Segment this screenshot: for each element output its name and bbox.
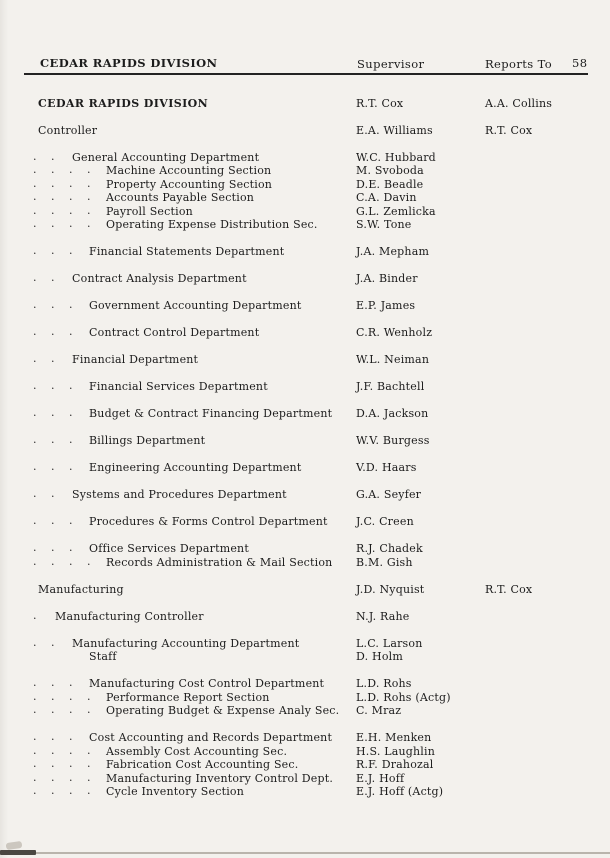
row-supervisor: E.J. Hoff (Actg) [356, 785, 444, 798]
table-row [0, 272, 610, 286]
row-reports-to: R.T. Cox [485, 582, 533, 596]
table-row [0, 218, 610, 232]
header-col-reports-to: Reports To [485, 57, 553, 71]
table-row [0, 434, 610, 448]
row-supervisor: C.A. Davin [356, 191, 417, 204]
row-label: Systems and Procedures Department [72, 488, 287, 501]
row-supervisor: E.J. Hoff [356, 771, 405, 785]
row-label: General Accounting Department [72, 150, 260, 164]
row-label: Financial Statements Department [89, 245, 285, 258]
row-label: Engineering Accounting Department [89, 461, 302, 474]
bottom-scan-line-dark-segment [0, 850, 36, 855]
row-label: Assembly Cost Accounting Sec. [106, 744, 288, 758]
indent-dot-leader: . . . . [33, 554, 91, 568]
table-row [0, 380, 610, 394]
table-row [0, 178, 610, 192]
row-label: Machine Accounting Section [106, 164, 272, 177]
indent-dot-leader: . . . . [33, 217, 91, 230]
indent-dot-leader: . . . . [33, 203, 91, 217]
table-row [0, 610, 610, 624]
row-label: Controller [38, 123, 98, 137]
scan-smudge-artifact [6, 841, 23, 850]
row-label: Performance Report Section [106, 690, 270, 704]
indent-dot-leader: . . . . [33, 176, 91, 190]
indent-dot-leader: . . . [33, 460, 73, 473]
row-label: Manufacturing Inventory Control Dept. [106, 771, 334, 785]
row-supervisor: R.T. Cox [356, 96, 404, 110]
indent-dot-leader: . . . [33, 730, 73, 743]
bottom-scan-line [0, 852, 610, 854]
row-supervisor: W.V. Burgess [356, 434, 430, 447]
indent-dot-leader: . . . [33, 514, 73, 527]
row-label: Payroll Section [106, 204, 193, 218]
row-label: Budget & Contract Financing Department [89, 407, 333, 420]
row-label: Cost Accounting and Records Department [89, 731, 333, 744]
table-row [0, 326, 610, 340]
row-supervisor: J.D. Nyquist [356, 582, 425, 596]
table-row [0, 745, 610, 759]
row-label: Staff [89, 650, 117, 663]
indent-dot-leader: . . . . [33, 689, 91, 703]
row-supervisor: E.A. Williams [356, 123, 433, 137]
table-row [0, 691, 610, 705]
row-label: Property Accounting Section [106, 177, 273, 191]
table-row [0, 407, 610, 421]
row-supervisor: J.F. Bachtell [356, 380, 425, 393]
indent-dot-leader: . . . [33, 379, 73, 392]
indent-dot-leader: . . . [33, 325, 73, 338]
row-supervisor: D.E. Beadle [356, 177, 424, 191]
table-row [0, 124, 610, 138]
indent-dot-leader: . . [33, 149, 55, 163]
indent-dot-leader: . . . [33, 541, 73, 554]
table-row [0, 164, 610, 178]
row-supervisor: L.D. Rohs [356, 677, 412, 690]
table-row [0, 299, 610, 313]
row-supervisor: E.P. James [356, 299, 416, 312]
indent-dot-leader: . . . . [33, 743, 91, 757]
indent-dot-leader: . . . [33, 298, 73, 311]
page-number: 58 [572, 56, 588, 70]
table-row [0, 758, 610, 772]
indent-dot-leader: . . . [33, 433, 73, 446]
row-supervisor: R.J. Chadek [356, 542, 423, 555]
row-supervisor: M. Svoboda [356, 164, 424, 177]
table-row [0, 515, 610, 529]
table-row [0, 731, 610, 745]
table-row [0, 704, 610, 718]
table-row [0, 542, 610, 556]
indent-dot-leader: . . . . [33, 770, 91, 784]
row-supervisor: E.H. Menken [356, 731, 432, 744]
row-supervisor: J.A. Binder [356, 272, 418, 285]
row-label: Government Accounting Department [89, 299, 302, 312]
indent-dot-leader: . . [33, 352, 55, 365]
org-table-rows [0, 83, 610, 799]
table-row [0, 245, 610, 259]
indent-dot-leader: . . [33, 271, 55, 284]
row-label: Operating Budget & Expense Analy Sec. [106, 704, 340, 717]
table-row [0, 650, 610, 664]
row-supervisor: J.A. Mepham [356, 245, 430, 258]
header-division-title: CEDAR RAPIDS DIVISION [40, 56, 218, 70]
row-supervisor: L.C. Larson [356, 636, 423, 650]
row-supervisor: H.S. Laughlin [356, 744, 436, 758]
row-supervisor: B.M. Gish [356, 555, 413, 569]
row-label: Manufacturing [38, 582, 124, 596]
indent-dot-leader: . . . [33, 244, 73, 257]
indent-dot-leader: . . . . [33, 784, 91, 797]
indent-dot-leader: . . . [33, 406, 73, 419]
indent-dot-leader: . [33, 608, 37, 622]
row-supervisor: N.J. Rahe [356, 609, 410, 623]
row-label: Records Administration & Mail Section [106, 555, 333, 569]
row-label: Procedures & Forms Control Department [89, 515, 328, 528]
indent-dot-leader: . . . . [33, 703, 91, 716]
row-supervisor: D. Holm [356, 650, 403, 663]
row-label: Financial Department [72, 353, 199, 366]
table-row [0, 488, 610, 502]
row-supervisor: W.L. Neiman [356, 353, 430, 366]
table-row [0, 191, 610, 205]
row-supervisor: G.A. Seyfer [356, 488, 422, 501]
row-label: CEDAR RAPIDS DIVISION [38, 96, 209, 110]
indent-dot-leader: . . . . [33, 163, 91, 176]
table-row [0, 461, 610, 475]
row-supervisor: C.R. Wenholz [356, 326, 433, 339]
row-label: Office Services Department [89, 542, 249, 555]
row-reports-to: R.T. Cox [485, 123, 533, 137]
row-supervisor: J.C. Creen [356, 515, 414, 528]
row-label: Contract Control Department [89, 326, 260, 339]
row-label: Contract Analysis Department [72, 272, 247, 285]
row-supervisor: V.D. Haars [356, 461, 417, 474]
row-supervisor: C. Mraz [356, 704, 402, 717]
row-reports-to: A.A. Collins [485, 96, 553, 110]
row-label: Manufacturing Cost Control Department [89, 677, 325, 690]
header-col-supervisor: Supervisor [357, 57, 425, 71]
table-row [0, 97, 610, 111]
table-row [0, 785, 610, 799]
row-label: Accounts Payable Section [106, 191, 255, 204]
row-label: Billings Department [89, 434, 206, 447]
row-label: Manufacturing Accounting Department [72, 636, 300, 650]
table-row [0, 772, 610, 786]
indent-dot-leader: . . . . [33, 190, 91, 203]
table-row [0, 205, 610, 219]
row-supervisor: G.L. Zemlicka [356, 204, 436, 218]
row-label: Manufacturing Controller [55, 609, 204, 623]
indent-dot-leader: . . . . [33, 757, 91, 770]
row-supervisor: S.W. Tone [356, 218, 412, 231]
table-row [0, 556, 610, 570]
row-label: Cycle Inventory Section [106, 785, 245, 798]
indent-dot-leader: . . . [33, 676, 73, 689]
table-row [0, 353, 610, 367]
row-supervisor: R.F. Drahozal [356, 758, 434, 771]
table-row [0, 677, 610, 691]
header-rule [24, 73, 588, 75]
indent-dot-leader: . . [33, 487, 55, 500]
table-row [0, 583, 610, 597]
row-supervisor: W.C. Hubbard [356, 150, 436, 164]
row-supervisor: L.D. Rohs (Actg) [356, 690, 451, 704]
row-label: Financial Services Department [89, 380, 268, 393]
table-row [0, 151, 610, 165]
row-label: Operating Expense Distribution Sec. [106, 218, 318, 231]
row-supervisor: D.A. Jackson [356, 407, 429, 420]
row-label: Fabrication Cost Accounting Sec. [106, 758, 299, 771]
indent-dot-leader: . . [33, 635, 55, 649]
table-row [0, 637, 610, 651]
